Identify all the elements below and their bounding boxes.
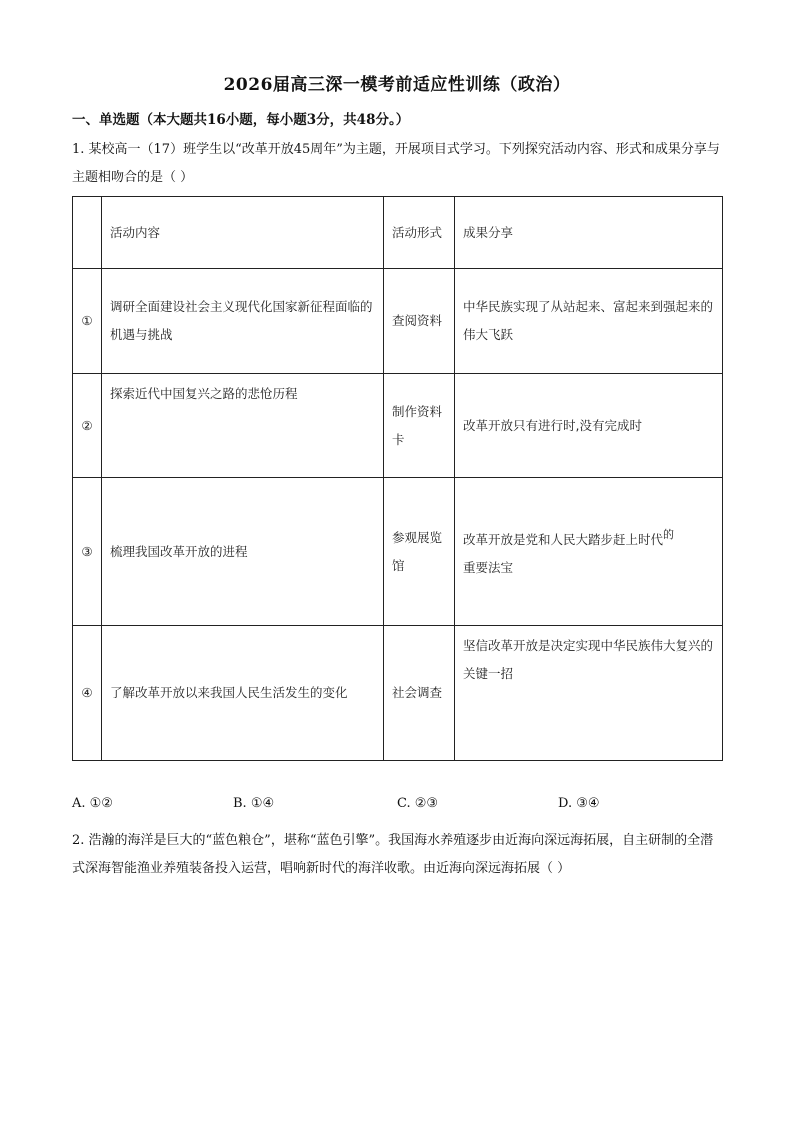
header-cell-content: 活动内容: [102, 197, 384, 269]
row-number: ③: [73, 478, 102, 626]
row-number: ①: [73, 269, 102, 374]
option-b[interactable]: B. ①④: [233, 796, 275, 811]
header-cell-result: 成果分享: [455, 197, 723, 269]
table-header-row: [73, 197, 723, 269]
row-result: [455, 478, 723, 626]
row-result-tail: 重要法宝: [463, 560, 514, 575]
header-cell-form: 活动形式: [384, 197, 455, 269]
row-result-text: 改革开放是党和人民大踏步赶上时代: [463, 532, 664, 547]
row-content: 梳理我国改革开放的进程: [102, 478, 384, 626]
row-result: 改革开放只有进行时,没有完成时: [455, 374, 723, 478]
row-result-superscript: 的: [663, 528, 675, 541]
table-row: [73, 626, 723, 761]
question-1-stem: 1. 某校高一（17）班学生以“改革开放45周年”为主题，开展项目式学习。下列探究活动内容、形式和成果分享与主题相吻合的是（ ）: [72, 142, 720, 185]
option-a[interactable]: A. ①②: [72, 796, 113, 811]
row-result: 中华民族实现了从站起来、富起来到强起来的伟大飞跃: [455, 269, 723, 374]
question-2-stem: 2. 浩瀚的海洋是巨大的“蓝色粮仓”，堪称“蓝色引擎”。我国海水养殖逐步由近海向深远海拓展，自主研制的全潜式深海智能渔业养殖装备投入运营，唱响新时代的海洋收歌。由近海向深远海拓展（ ）: [72, 833, 714, 876]
row-number: ②: [73, 374, 102, 478]
activity-table: [72, 196, 723, 761]
row-content: 了解改革开放以来我国人民生活发生的变化: [102, 626, 384, 761]
table-row: [73, 374, 723, 478]
row-content: 探索近代中国复兴之路的悲怆历程: [102, 374, 384, 478]
option-c[interactable]: C. ②③: [397, 796, 439, 811]
table-row: [73, 478, 723, 626]
header-cell-number: [73, 197, 102, 269]
row-form: 社会调查: [384, 626, 455, 761]
option-d[interactable]: D. ③④: [558, 796, 600, 811]
row-form: 制作资料卡: [384, 374, 455, 478]
question-1-options: [72, 796, 722, 820]
row-form: 查阅资料: [384, 269, 455, 374]
row-content: 调研全面建设社会主义现代化国家新征程面临的机遇与挑战: [102, 269, 384, 374]
table-row: [73, 269, 723, 374]
document-title: 2026届高三深一模考前适应性训练（政治）: [223, 75, 571, 95]
row-number: ④: [73, 626, 102, 761]
row-result: 坚信改革开放是决定实现中华民族伟大复兴的关键一招: [455, 626, 723, 761]
row-form: 参观展览馆: [384, 478, 455, 626]
section-heading: 一、单选题（本大题共16小题，每小题3分，共48分。）: [72, 112, 410, 128]
